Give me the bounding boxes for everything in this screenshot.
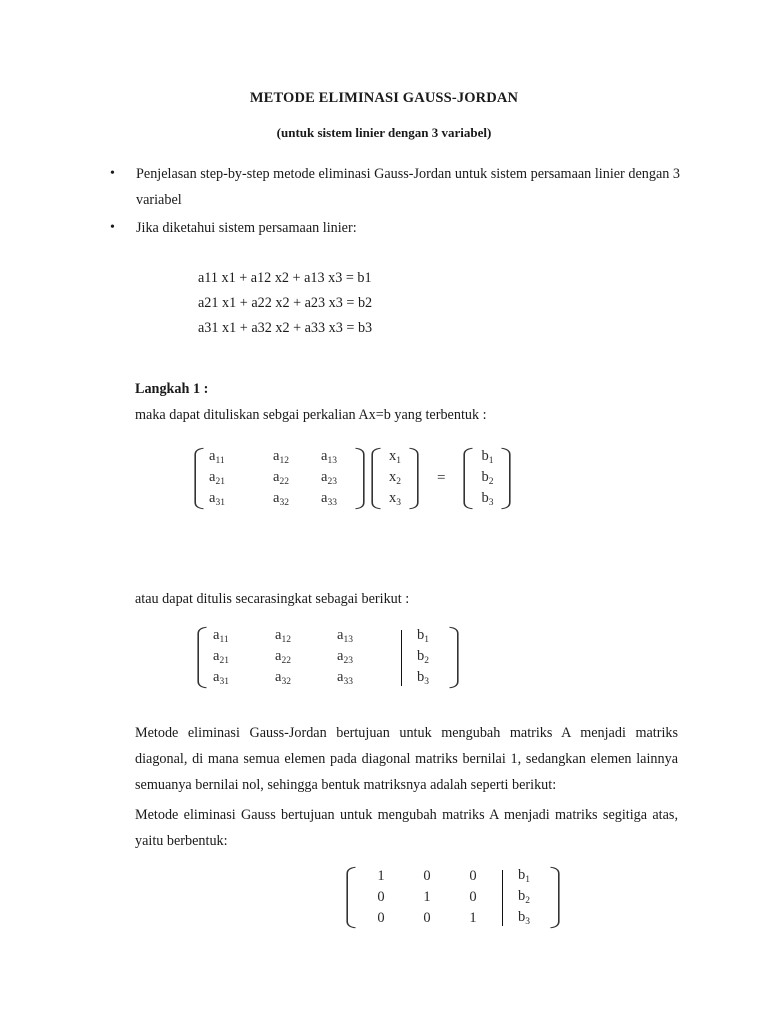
- vector-cell: $x_3$: [389, 490, 401, 508]
- short-form-description: atau dapat ditulis secarasingkat sebagai berikut :: [135, 591, 410, 607]
- page-subtitle: (untuk sistem linier dengan 3 variabel): [276, 125, 492, 140]
- matrix-cell: $b_3$: [518, 909, 530, 927]
- right-bracket-icon: [501, 447, 512, 510]
- matrix-cell: $a_{23}$: [337, 648, 353, 666]
- matrix-cell: 1: [423, 889, 431, 905]
- matrix-cell: $a_{22}$: [275, 648, 291, 666]
- matrix-equation-axb: [193, 447, 512, 510]
- identity-matrix-brackets: [345, 866, 561, 929]
- matrix-cell: $a_{13}$: [337, 627, 353, 645]
- matrix-cell: $b_1$: [518, 867, 530, 885]
- matrix-cell: 0: [469, 868, 477, 884]
- left-bracket-icon: [370, 447, 381, 510]
- list-item: [108, 215, 680, 241]
- vector-cell: $x_2$: [389, 469, 401, 487]
- matrix-row: [206, 468, 353, 489]
- matrix-cell: $a_{23}$: [321, 469, 337, 487]
- vector-cell: $x_1$: [389, 448, 401, 466]
- matrix-row: [209, 626, 447, 647]
- matrix-cell: 0: [377, 910, 385, 926]
- equation-line: a31 x1 + a32 x2 + a33 x3 = b3: [198, 320, 373, 336]
- list-item-label: Penjelasan step-by-step metode eliminasi Gauss-Jordan untuk sistem persamaan linier dengan 3 variabel: [136, 166, 680, 208]
- matrix-cell: 1: [469, 910, 477, 926]
- vector-cell: $b_3$: [481, 490, 494, 508]
- left-bracket-icon: [462, 447, 473, 510]
- matrix-row: [206, 489, 353, 510]
- paragraph-gauss: Metode eliminasi Gauss bertujuan untuk mengubah matriks A menjadi matriks segitiga atas, yaitu berbentuk:: [135, 807, 678, 849]
- vector-cell: $b_1$: [481, 448, 494, 466]
- matrix-row: [475, 468, 499, 489]
- matrix-cell: $a_{13}$: [321, 448, 337, 466]
- matrix-cell: $b_2$: [518, 888, 530, 906]
- matrix-row: [383, 447, 407, 468]
- augmented-matrix: [196, 626, 460, 689]
- step-1-heading: Langkah 1 :: [135, 381, 209, 397]
- equation-line: a11 x1 + a12 x2 + a13 x3 = b1: [198, 270, 372, 286]
- identity-matrix-body: [358, 866, 548, 929]
- right-bracket-icon: [449, 626, 460, 689]
- list-item: [108, 161, 680, 213]
- vector-b-body: [475, 447, 499, 510]
- matrix-cell: $a_{32}$: [275, 669, 291, 687]
- matrix-row: [383, 468, 407, 489]
- matrix-row: [358, 908, 548, 929]
- matrix-a: [193, 447, 366, 510]
- matrix-cell: $a_{33}$: [321, 490, 337, 508]
- vector-x-body: [383, 447, 407, 510]
- augmented-matrix-brackets: [196, 626, 460, 689]
- matrix-row: [383, 489, 407, 510]
- matrix-cell: $a_{11}$: [213, 627, 229, 645]
- divider-rule: [401, 630, 403, 686]
- matrix-cell: $a_{11}$: [209, 448, 225, 466]
- vector-cell: $b_2$: [481, 469, 494, 487]
- augmented-divider: [496, 866, 509, 929]
- right-bracket-icon: [355, 447, 366, 510]
- bullet-icon: •: [110, 220, 115, 235]
- matrix-cell: 0: [423, 868, 431, 884]
- matrix-row: [475, 489, 499, 510]
- matrix-cell: 0: [423, 910, 431, 926]
- left-bracket-icon: [196, 626, 207, 689]
- matrix-cell: $a_{21}$: [213, 648, 229, 666]
- bullet-icon: •: [110, 166, 115, 181]
- matrix-row: [209, 668, 447, 689]
- matrix-row: [358, 887, 548, 908]
- matrix-row: [475, 447, 499, 468]
- left-bracket-icon: [193, 447, 204, 510]
- matrix-cell: $a_{31}$: [213, 669, 229, 687]
- matrix-cell: $b_1$: [417, 627, 429, 645]
- vector-b: [462, 447, 512, 510]
- intro-bullet-list: [108, 161, 680, 243]
- augmented-divider: [395, 626, 408, 689]
- step-1-description: maka dapat dituliskan sebgai perkalian Ax=b yang terbentuk :: [135, 407, 487, 423]
- left-bracket-icon: [345, 866, 356, 929]
- matrix-cell: $a_{31}$: [209, 490, 225, 508]
- paragraph-gauss-jordan: Metode eliminasi Gauss-Jordan bertujuan untuk mengubah matriks A menjadi matriks diagonal, di mana semua elemen pada diagonal matriks bernilai 1, sedangkan elemen lainnya semuanya bernilai nol, sehingga bentuk matriksnya adalah seperti berikut:: [135, 725, 678, 793]
- linear-system-equations: [198, 266, 372, 341]
- right-bracket-icon: [409, 447, 420, 510]
- matrix-cell: 1: [377, 868, 385, 884]
- matrix-row: [358, 866, 548, 887]
- matrix-cell: $a_{21}$: [209, 469, 225, 487]
- matrix-cell: $a_{22}$: [273, 469, 289, 487]
- matrix-cell: $a_{33}$: [337, 669, 353, 687]
- matrix-cell: $a_{32}$: [273, 490, 289, 508]
- matrix-cell: 0: [377, 889, 385, 905]
- matrix-cell: 0: [469, 889, 477, 905]
- matrix-cell: $b_2$: [417, 648, 429, 666]
- equals-sign: =: [437, 470, 446, 486]
- matrix-cell: $a_{12}$: [275, 627, 291, 645]
- right-bracket-icon: [550, 866, 561, 929]
- augmented-matrix-body: [209, 626, 447, 689]
- matrix-cell: $a_{12}$: [273, 448, 289, 466]
- matrix-row: [206, 447, 353, 468]
- matrix-cell: $b_3$: [417, 669, 429, 687]
- list-item-label: Jika diketahui sistem persamaan linier:: [136, 220, 357, 236]
- page-title: METODE ELIMINASI GAUSS-JORDAN: [249, 90, 519, 106]
- matrix-a-body: [206, 447, 353, 510]
- identity-augmented-matrix: [345, 866, 561, 929]
- equation-line: a21 x1 + a22 x2 + a23 x3 = b2: [198, 295, 373, 311]
- matrix-row: [209, 647, 447, 668]
- divider-rule: [502, 870, 504, 926]
- vector-x: [370, 447, 420, 510]
